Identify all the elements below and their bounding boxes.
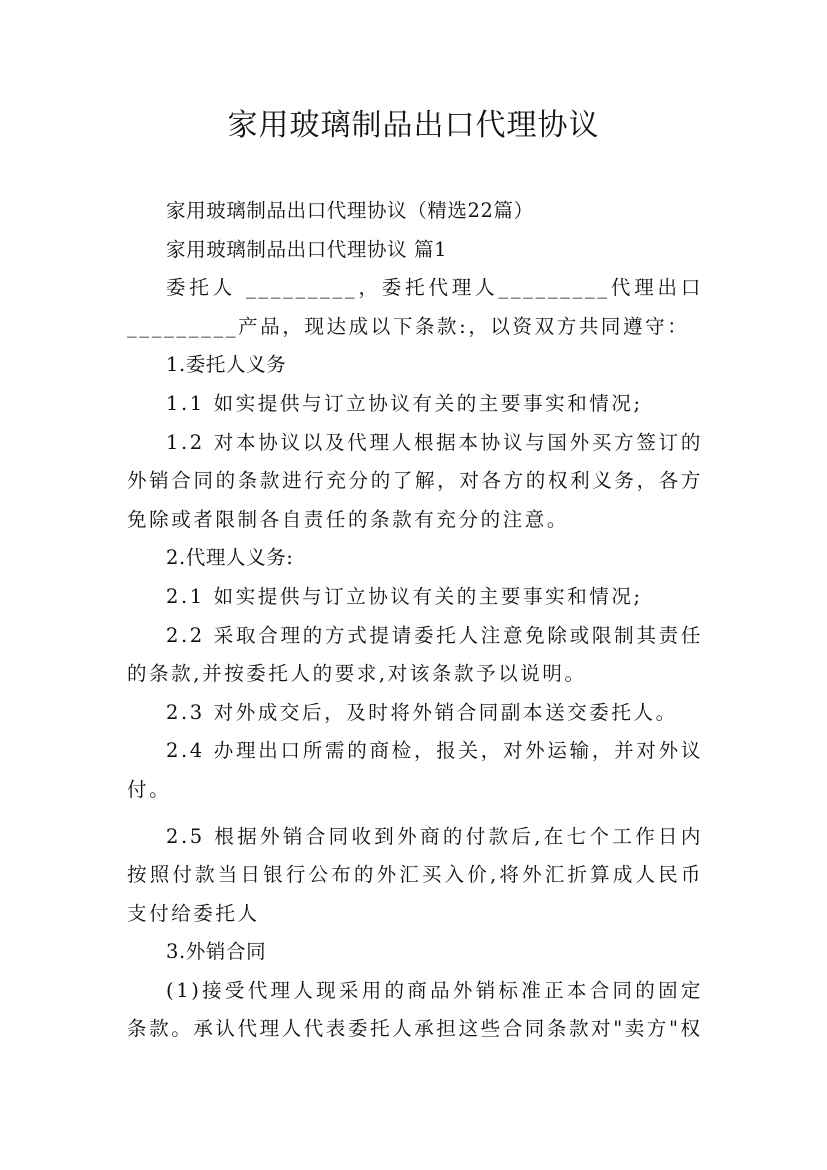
section-heading-3: 3.外销合同 [166, 940, 267, 964]
clause-3-1: (1)接受代理人现采用的商品外销标准正本合同的固定条款。承认代理人代表委托人承担这些合同条款对"卖方"权 [127, 978, 703, 1041]
clause-2-3: 2.3 对外成交后，及时将外销合同副本送交委托人。 [166, 700, 678, 724]
paragraph-subtitle: 家用玻璃制品出口代理协议（精选22篇） [166, 199, 534, 222]
clause-2-1: 2.1 如实提供与订立协议有关的主要事实和情况; [166, 584, 643, 608]
clause-1-2: 1.2 对本协议以及代理人根据本协议与国外买方签订的外销合同的条款进行充分的了解，对各方的权利义务，各方免除或者限制各自责任的条款有充分的注意。 [127, 430, 703, 531]
paragraph-chapter-heading: 家用玻璃制品出口代理协议 篇1 [166, 237, 448, 261]
clause-1-1: 1.1 如实提供与订立协议有关的主要事实和情况; [166, 391, 643, 415]
document-title: 家用玻璃制品出口代理协议 [227, 108, 600, 143]
section-heading-1: 1.委托人义务 [166, 353, 287, 377]
clause-2-4: 2.4 办理出口所需的商检，报关，对外运输，并对外议付。 [127, 739, 703, 801]
clause-2-5: 2.5 根据外销合同收到外商的付款后,在七个工作日内按照付款当日银行公布的外汇买入价,将外汇折算成人民币支付给委托人 [127, 824, 703, 925]
clause-2-2: 2.2 采取合理的方式提请委托人注意免除或限制其责任的条款,并按委托人的要求,对该条款予以说明。 [127, 623, 703, 686]
document-body [127, 192, 703, 1049]
section-heading-2: 2.代理人义务: [166, 546, 294, 570]
paragraph-preamble: 委托人 _________，委托代理人_________代理出口_________产品，现达成以下条款:，以资双方共同遵守： [127, 276, 703, 338]
